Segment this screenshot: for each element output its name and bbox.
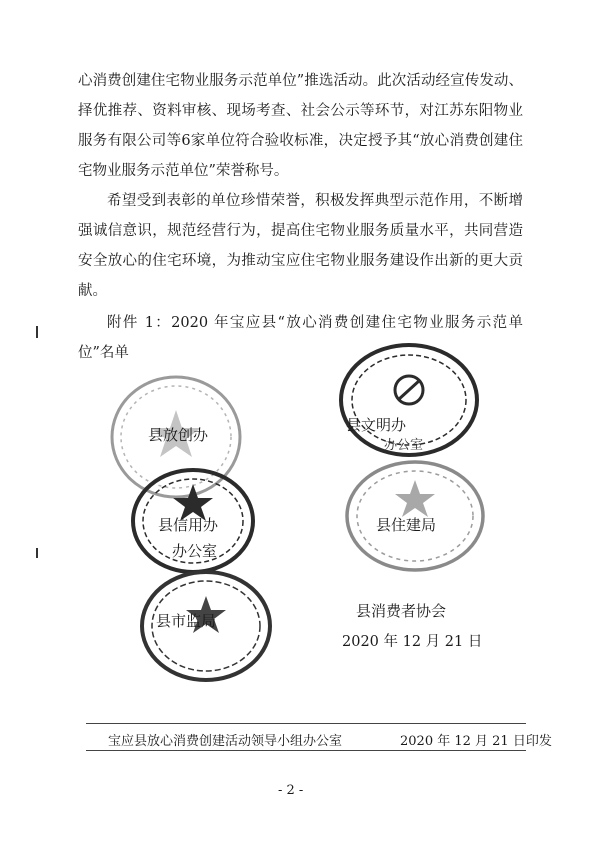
signatory-consumer-association: 县消费者协会 xyxy=(356,602,447,620)
footer-print-date: 2020 年 12 月 21 日印发 xyxy=(400,734,552,749)
attachment-line: 附件 1：2020 年宝应县“放心消费创建住宅物业服务示范单位”名单 xyxy=(78,315,523,361)
footer-rule-top xyxy=(86,723,526,724)
signing-date: 2020 年 12 月 21 日 xyxy=(342,634,483,650)
body-paragraph-1: 心消费创建住宅物业服务示范单位”推选活动。此次活动经宣传发动、择优推荐、资料审核、现场考查、社会公示等环节，对江苏东阳物业服务有限公司等6家单位符合验收标准，决定授予其“放心消费创建住宅物业服务示范单位”荣誉称号。 xyxy=(78,73,523,179)
signatory-market-bureau: 县市监局 xyxy=(156,612,217,630)
signatory-housing-bureau: 县住建局 xyxy=(376,516,437,534)
body-paragraph-2: 希望受到表彰的单位珍惜荣誉，积极发挥典型示范作用，不断增强诚信意识，规范经营行为，提高住宅物业服务质量水平，共同营造安全放心的住宅环境，为推动宝应住宅物业服务建设作出新的更大贡献。 xyxy=(78,193,523,299)
signatory-civilization-office: 县文明办 xyxy=(346,416,407,434)
footer-issuer: 宝应县放心消费创建活动领导小组办公室 xyxy=(108,734,343,749)
footer-rule-bottom xyxy=(86,750,526,751)
margin-mark-bottom xyxy=(36,548,38,558)
civilization-seal-center-text: 办公室 xyxy=(384,438,424,453)
margin-mark-top xyxy=(36,326,38,338)
signatory-fangchuang: 县放创办 xyxy=(148,426,209,444)
signatory-credit-office: 县信用办 xyxy=(158,516,219,534)
page-number: - 2 - xyxy=(278,783,304,798)
credit-seal-center-text: 办公室 xyxy=(172,542,218,560)
